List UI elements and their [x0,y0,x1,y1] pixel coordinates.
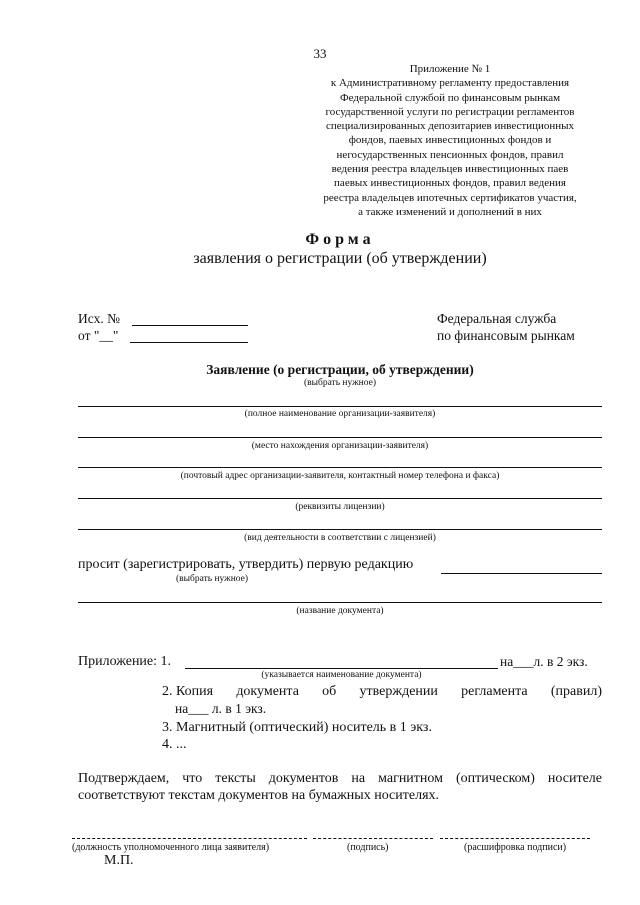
attachment-1-line[interactable] [185,668,498,669]
form-subtitle: заявления о регистрации (об утверждении) [193,250,487,267]
signature-sign-line[interactable] [313,838,433,839]
outgoing-number-label: Исх. № [78,311,120,326]
appendix-line: к Административному регламенту предоставления [330,77,570,90]
appendix-line: фондов, паевых инвестиционных фондов и [348,134,552,147]
recipient-line-2: по финансовым рынкам [437,328,575,343]
statement-hint: (выбрать нужное) [303,378,377,388]
document-name-line[interactable] [78,602,602,603]
appendix-line: а также изменений и дополнений в них [358,205,542,218]
attachment-2-word: регламента [461,684,528,699]
attachment-4: 4. ... [162,737,187,752]
attachment-1-tail: на___л. в 2 экз. [500,654,588,669]
field-caption-postal-address: (почтовый адрес организации-заявителя, контактный номер телефона и факса) [180,471,500,481]
appendix-title: Приложение № 1 [409,63,491,75]
signature-decode-caption: (расшифровка подписи) [464,842,567,853]
confirmation-line-1: Подтверждаем, что тексты документов на магнитном (оптическом) носителе [78,771,602,786]
recipient-line-1: Федеральная служба [437,311,557,326]
attachment-2-word: (правил) [550,684,602,699]
appendix-line: паевых инвестиционных фондов, правил ведения [334,177,566,190]
statement-title: Заявление (о регистрации, об утверждении) [206,362,474,377]
appendix-line: Федеральной службой по финансовым рынкам [339,91,561,104]
attachment-1-caption: (указывается наименование документа) [261,670,422,680]
attachment-2-line-2: на___ л. в 1 экз. [175,701,267,716]
attachment-2-word: об [322,684,337,699]
appendix-line: ведения реестра владельцев инвестиционных паев [331,163,569,176]
request-edition-line[interactable] [441,573,602,574]
page-number: 33 [313,46,327,61]
field-caption-full-name: (полное наименование организации-заявителя) [244,409,436,419]
signature-position-caption: (должность уполномоченного лица заявителя) [72,842,270,853]
attachment-2-line-1 [162,684,602,700]
outgoing-number-line[interactable] [132,325,248,326]
signature-decode-line[interactable] [440,838,590,839]
attachments-label: Приложение: 1. [78,654,172,669]
signature-position-line[interactable] [72,838,307,839]
field-line-postal-address[interactable] [78,467,602,468]
appendix-line: негосударственных пенсионных фондов, правил [336,148,564,161]
outgoing-date-line[interactable] [130,342,248,343]
request-hint: (выбрать нужное) [176,574,249,584]
request-text: просит (зарегистрировать, утвердить) первую редакцию [78,557,414,572]
signature-sign-caption: (подпись) [347,842,389,853]
field-line-full-name[interactable] [78,406,602,407]
field-caption-license: (реквизиты лицензии) [295,502,385,512]
document-name-caption: (название документа) [296,606,384,616]
appendix-line: специализированных депозитариев инвестиционных [325,120,575,133]
field-caption-location: (место нахождения организации-заявителя) [251,441,429,451]
attachment-2-word: документа [236,684,299,699]
form-title: Форма [305,231,375,248]
field-line-license[interactable] [78,498,602,499]
attachment-2-word: утверждении [359,684,438,699]
confirmation-line-2: соответствуют текстам документов на бумажных носителях. [78,788,440,803]
appendix-line: государственной услуги по регистрации регламентов [325,105,575,118]
attachment-3: 3. Магнитный (оптический) носитель в 1 экз. [162,720,432,735]
field-line-location[interactable] [78,437,602,438]
appendix-line: реестра владельцев ипотечных сертификатов участия, [323,191,577,204]
attachment-2-word: 2. Копия [162,684,214,699]
stamp-place: М.П. [104,853,134,868]
appendix-block [300,62,600,219]
outgoing-date-label: от "__" [78,328,119,343]
field-caption-activity: (вид деятельности в соответствии с лицензией) [244,533,436,543]
field-line-activity[interactable] [78,529,602,530]
